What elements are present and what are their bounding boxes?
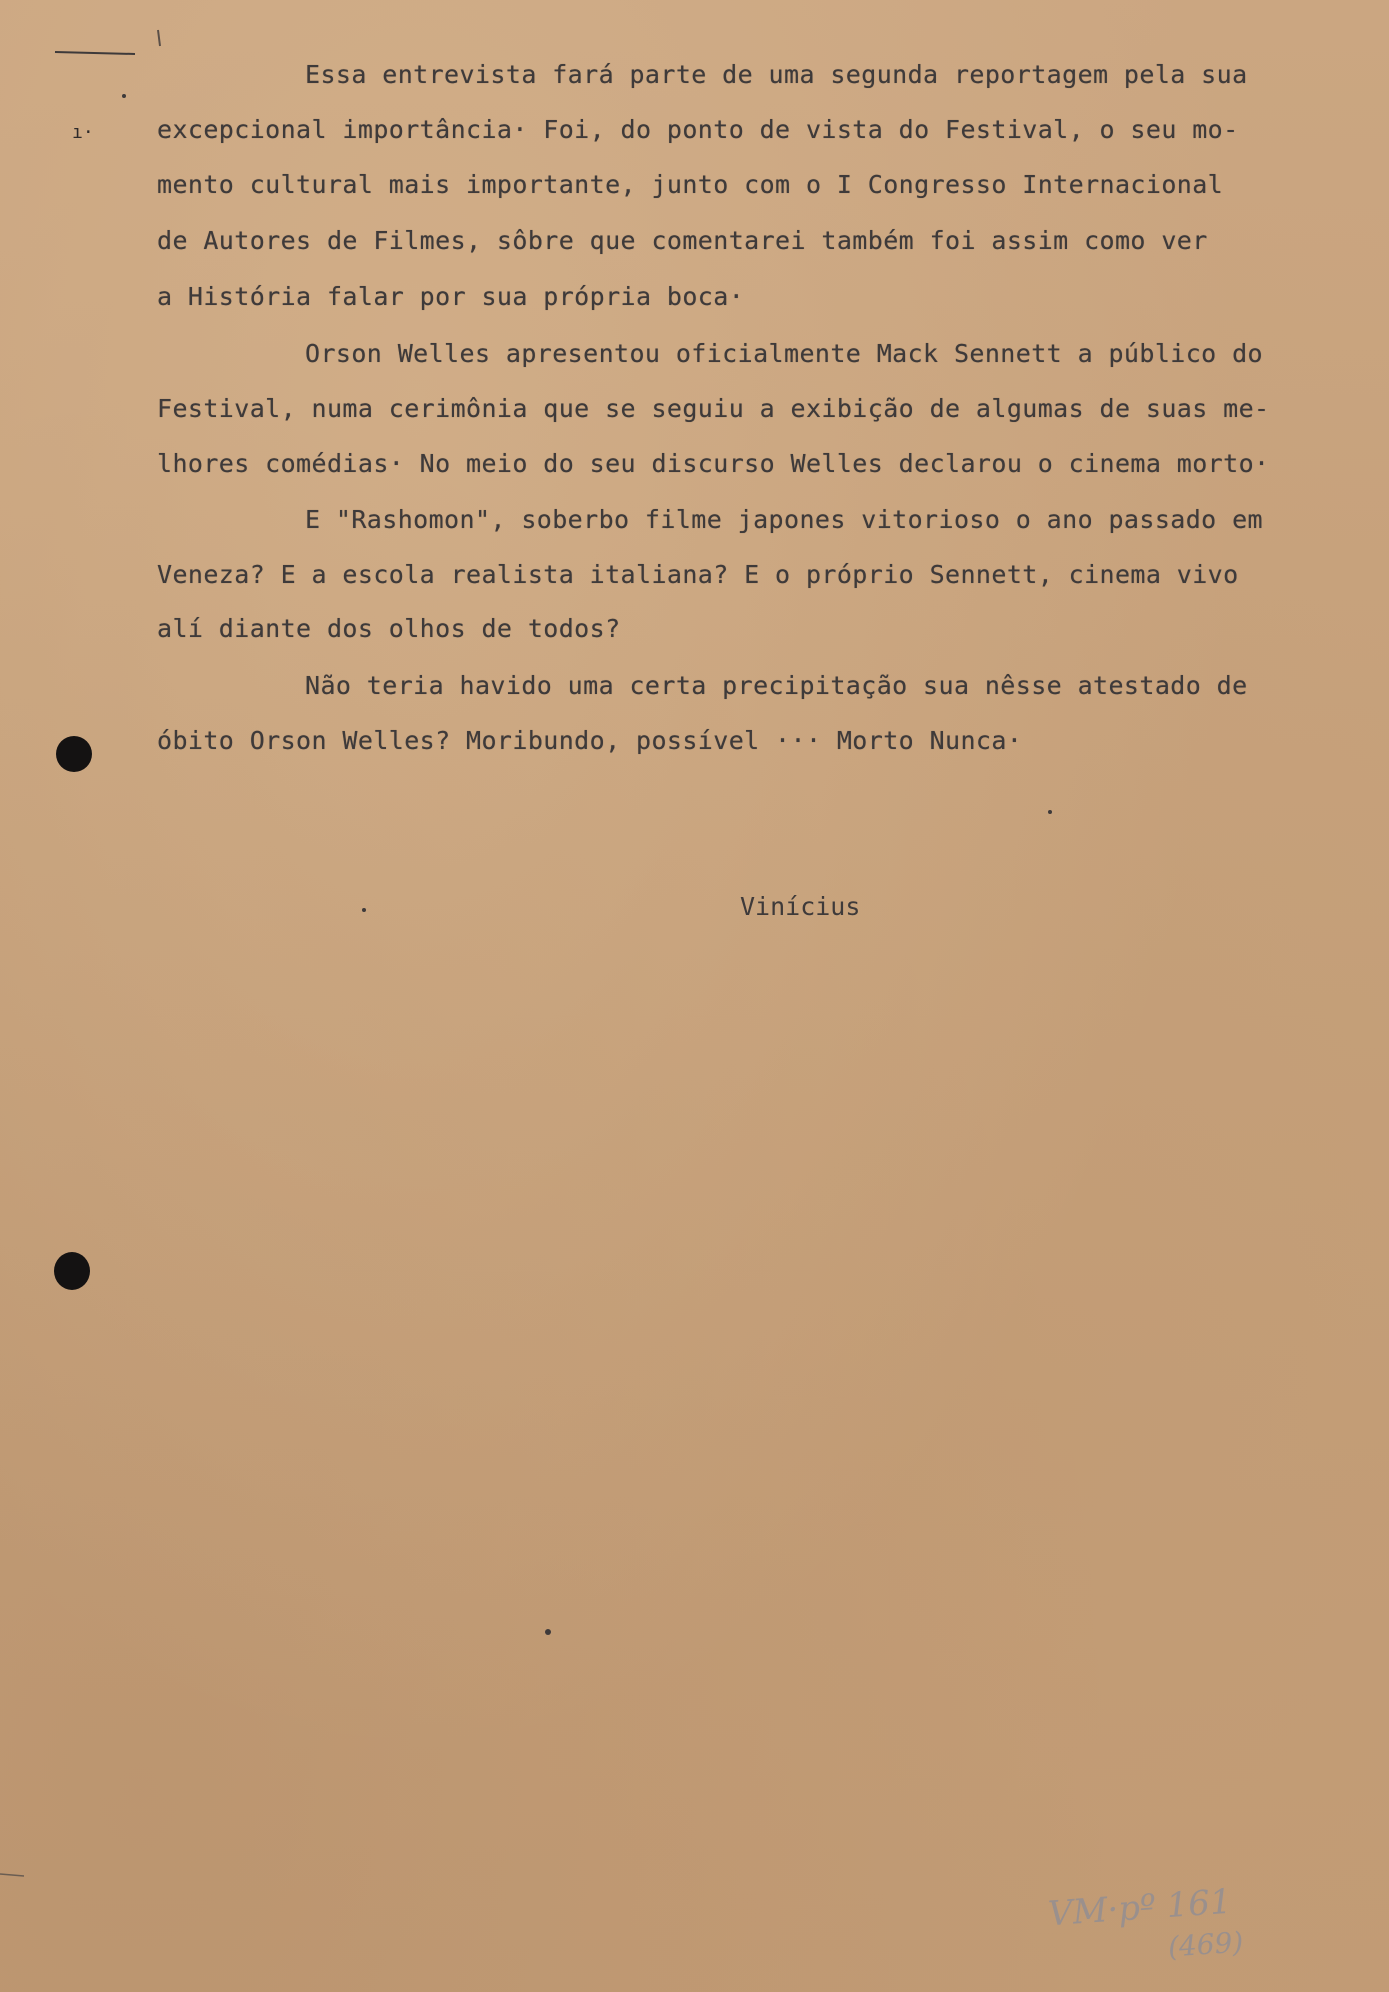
speck [545,1629,551,1635]
text-line: óbito Orson Welles? Moribundo, possível ··· Morto Nunca· [157,726,1023,755]
text-line: E "Rashomon", soberbo filme japones vitorioso o ano passado em [305,505,1263,534]
speck [362,908,366,912]
stray-mark [0,1874,24,1876]
stray-mark [55,52,135,54]
text-line: Essa entrevista fará parte de uma segunda reportagem pela sua [305,60,1248,89]
stray-mark [158,30,160,46]
text-line: Orson Welles apresentou oficialmente Mack Sennett a público do [305,339,1263,368]
text-line: excepcional importância· Foi, do ponto de vista do Festival, o seu mo- [157,115,1239,144]
speck [1048,810,1052,814]
text-line: alí diante dos olhos de todos? [157,614,621,643]
text-line: Festival, numa cerimônia que se seguiu a exibição de algumas de suas me- [157,394,1270,423]
speck [122,94,126,98]
text-line: de Autores de Filmes, sôbre que comentarei também foi assim como ver [157,226,1208,255]
archive-mark-line: VM·pº 161 [1046,1881,1233,1935]
stray-mark: ı· [72,122,94,143]
text-line: a História falar por sua própria boca· [157,282,745,311]
text-line: Não teria havido uma certa precipitação sua nêsse atestado de [305,671,1248,700]
archive-mark-line: (469) [1166,1925,1245,1964]
text-line: Veneza? E a escola realista italiana? E o próprio Sennett, cinema vivo [157,560,1239,589]
text-line: lhores comédias· No meio do seu discurso Welles declarou o cinema morto· [157,449,1270,478]
signature: Vinícius [740,892,861,921]
text-line: mento cultural mais importante, junto com o I Congresso Internacional [157,170,1224,199]
